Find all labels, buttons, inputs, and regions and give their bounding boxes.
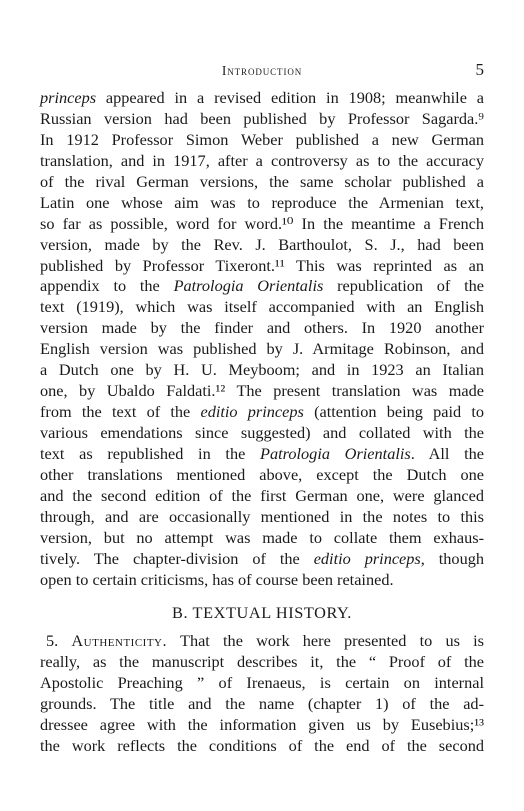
text-line: princeps appeared in a revised edition in 1908; meanwhile a: [40, 88, 484, 107]
text-line: from the text of the editio princeps (attention being paid to: [40, 402, 485, 422]
text-line: In 1912 Professor Simon Weber published a new German: [40, 129, 484, 149]
running-title: Introduction: [221, 63, 303, 78]
text-line: appendix to the Patrologia Orientalis republication of the: [40, 276, 484, 296]
text-line: various emendations since suggested) and collated with the: [40, 423, 484, 442]
text-line: Russian version had been published by Professor Sagarda.⁹: [40, 108, 484, 128]
text-line: grounds. The title and the name (chapter 1) of the ad-: [40, 694, 484, 714]
text-line: through, and are occasionally mentioned in the notes to this: [40, 506, 484, 526]
text-line: Latin one whose aim was to reproduce the Armenian text,: [40, 192, 484, 212]
text-fragment: That the work here presented to us is: [180, 631, 485, 651]
run-in-heading: Authenticity.: [71, 631, 168, 651]
text-line: really, as the manuscript describes it, the “ Proof of the: [40, 652, 484, 672]
text-line: one, by Ubaldo Faldati.¹² The present translation was made: [40, 381, 484, 401]
text-line: of the rival German versions, the same scholar published a: [40, 171, 484, 191]
text-line: version, but no attempt was made to collate them exhaus-: [40, 527, 484, 547]
text-line: text as republished in the Patrologia Orientalis. All the: [40, 443, 484, 463]
text-line: Apostolic Preaching ” of Irenaeus, is certain on internal: [40, 673, 484, 693]
text-line: version, made by the Rev. J. Barthoulot, S. J., had been: [40, 234, 484, 254]
text-line: [40, 631, 484, 652]
text-line: version made by the finder and others. In 1920 another: [40, 318, 484, 338]
text-line: open to certain criticisms, has of course been retained.: [40, 569, 394, 589]
text-line: the work reflects the conditions of the end of the second: [40, 736, 484, 756]
page-number: 5: [475, 60, 484, 79]
paragraph-number: 5.: [46, 631, 59, 651]
text-line: tively. The chapter-division of the editio princeps, though: [40, 548, 484, 568]
text-line: published by Professor Tixeront.¹¹ This was reprinted as an: [40, 255, 484, 275]
text-line: dressee agree with the information given us by Eusebius;¹³: [40, 715, 484, 735]
text-line: other translations mentioned above, except the Dutch one: [40, 464, 484, 484]
text-line: and the second edition of the first German one, were glanced: [40, 485, 484, 505]
paragraph-translations: [40, 88, 484, 591]
text-line: a Dutch one by H. U. Meyboom; and in 1923 an Italian: [40, 360, 484, 380]
running-head: [40, 58, 484, 88]
section-heading: B. TEXTUAL HISTORY.: [172, 602, 352, 622]
text-line: translation, and in 1917, after a controversy as to the accuracy: [40, 150, 484, 170]
text-line: English version was published by J. Armitage Robinson, and: [40, 339, 484, 359]
book-page: [40, 58, 484, 757]
text-line: text (1919), which was itself accompanied with an English: [40, 297, 484, 317]
paragraph-authenticity: [40, 631, 484, 757]
text-line: so far as possible, word for word.¹⁰ In the meantime a French: [40, 213, 484, 233]
